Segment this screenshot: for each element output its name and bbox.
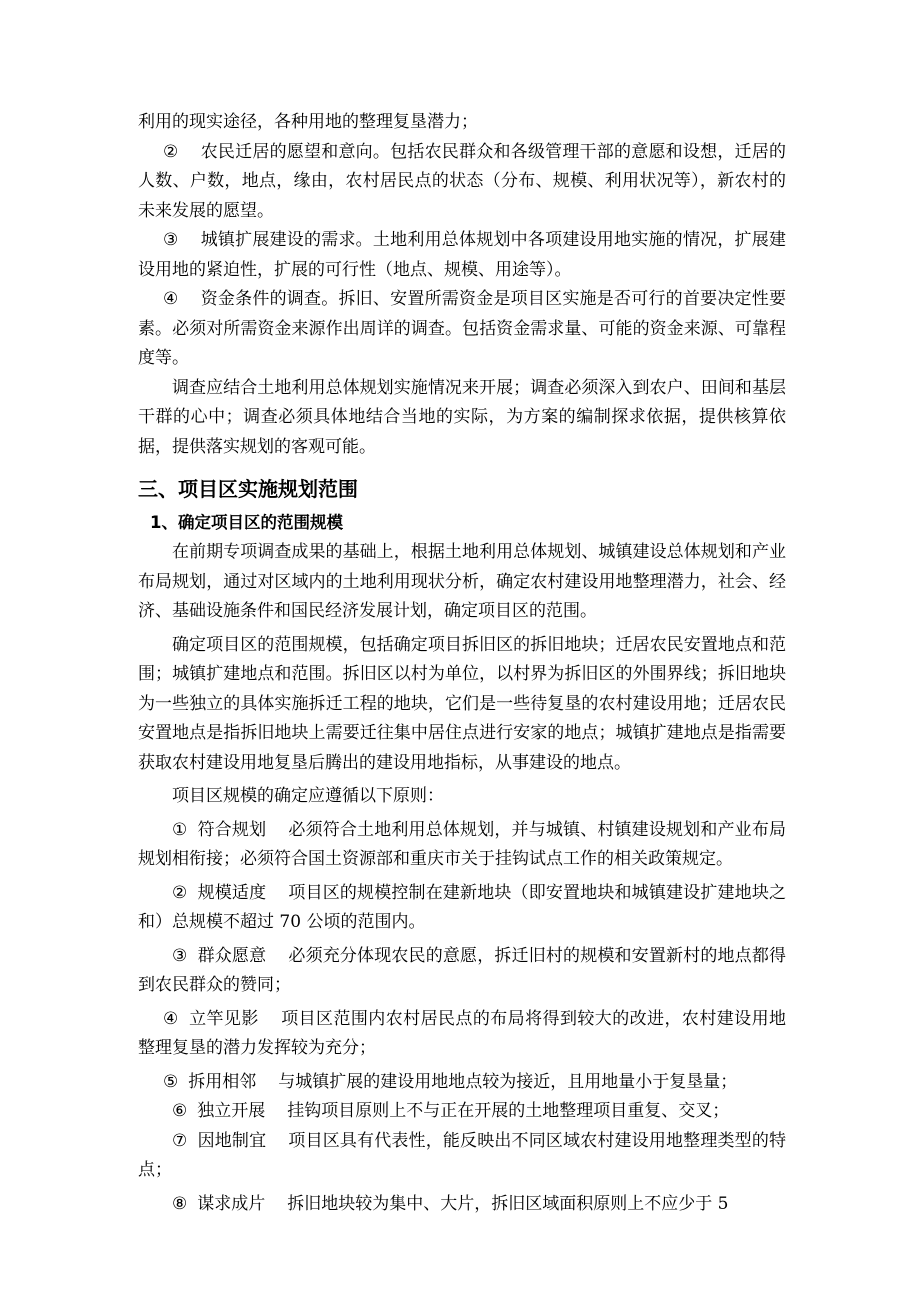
paragraph-farmer-relocation [138,138,786,227]
item-number: ⑧ [172,1193,188,1214]
principle-title: 谋求成片 [197,1193,266,1214]
principle-text: 必须充分体现农民的意愿，拆迁旧村的规模和安置新村的地点都得到农民群众的赞同； [138,945,786,995]
item-number: ④ [163,1008,179,1029]
paragraph-land-potential-cont: 利用的现实途径，各种用地的整理复垦潜力； [138,112,478,132]
item-number: ⑤ [163,1071,179,1092]
item-number: ① [172,819,188,840]
document-page [138,108,786,1219]
paragraph-scope-definition: 确定项目区的范围规模，包括确定项目拆旧区的拆旧地块；迁居农民安置地点和范围；城镇扩建地点和范围。拆旧区以村为单位，以村界为拆旧区的外围界线；拆旧地块为一些独立的具体实施拆迁工程的地块，它们是一些待复垦的农村建设用地；迁居农民安置地点是指拆旧地块上需要迁往集中居住点进行安家的地点；城镇扩建地点是指需要获取农村建设用地复垦后腾出的建设用地指标，从事建设的地点。 [138,634,786,773]
principle-text: 拆旧地块较为集中、大片，拆旧区域面积原则上不应少于 5 [287,1193,729,1214]
principle-title: 因地制宜 [197,1130,267,1151]
principle-item [138,1097,786,1127]
item-number: ④ [163,289,179,309]
item-number: ③ [163,230,179,250]
principle-text: 必须符合土地利用总体规划，并与城镇、村镇建设规划和产业布局规划相衔接；必须符合国土资源部和重庆市关于挂钩试点工作的相关政策规定。 [138,819,786,869]
principle-item [138,1068,786,1098]
principle-item [138,816,786,875]
principle-title: 规模适度 [197,882,267,903]
principle-item [138,1190,786,1220]
principle-text: 项目区的规模控制在建新地块（即安置地块和城镇建设扩建地块之和）总规模不超过 70 公顷的范围内。 [138,882,786,932]
principle-title: 群众愿意 [197,945,267,966]
item-number: ② [163,141,179,162]
principle-item [138,942,786,1001]
paragraph-principles-intro: 项目区规模的确定应遵循以下原则： [172,786,444,806]
item-number: ② [172,882,188,903]
item-number: ③ [172,945,188,966]
principle-text: 挂钩项目原则上不与正在开展的土地整理项目重复、交叉； [287,1101,730,1121]
item-text: 城镇扩展建设的需求。土地利用总体规划中各项建设用地实施的情况，扩展建设用地的紧迫性，扩展的可行性（地点、规模、用途等）。 [138,230,786,280]
principle-title: 立竿见影 [188,1008,259,1029]
item-number: ⑥ [172,1101,188,1121]
item-number: ⑦ [172,1130,188,1151]
principle-text: 项目区具有代表性，能反映出不同区域农村建设用地整理类型的特点； [138,1130,786,1180]
principle-item [138,879,786,938]
paragraph-survey-summary: 调查应结合土地利用总体规划实施情况来开展；调查必须深入到农户、田间和基层干群的心中；调查必须具体地结合当地的实际，为方案的编制探求依据，提供核算依据，提供落实规划的客观可能。 [138,377,786,457]
principle-title: 符合规划 [197,819,267,840]
subsection-heading: 1、确定项目区的范围规模 [150,513,343,532]
paragraph-funding-survey [138,285,786,374]
item-text: 资金条件的调查。拆旧、安置所需资金是项目区实施是否可行的首要决定性要素。必须对所需资金来源作出周详的调查。包括资金需求量、可能的资金来源、可靠程度等。 [138,289,786,368]
paragraph-urban-expansion [138,226,786,285]
item-text: 农民迁居的愿望和意向。包括农民群众和各级管理干部的意愿和设想，迁居的人数、户数，地点，缘由，农村居民点的状态（分布、规模、利用状况等），新农村的未来发展的愿望。 [138,141,786,221]
principle-text: 项目区范围内农村居民点的布局将得到较大的改进，农村建设用地整理复垦的潜力发挥较为充分； [138,1008,787,1058]
principle-text: 与城镇扩展的建设用地地点较为接近，且用地量小于复垦量； [278,1071,738,1092]
principle-title: 拆用相邻 [188,1071,257,1092]
principle-title: 独立开展 [197,1101,266,1121]
section-heading: 三、项目区实施规划范围 [138,477,358,501]
paragraph-scope-basis: 在前期专项调查成果的基础上，根据土地利用总体规划、城镇建设总体规划和产业布局规划，通过对区域内的土地利用现状分析，确定农村建设用地整理潜力，社会、经济、基础设施条件和国民经济发展计划，确定项目区的范围。 [138,542,786,621]
principle-item [138,1127,786,1186]
principle-item [138,1005,786,1064]
